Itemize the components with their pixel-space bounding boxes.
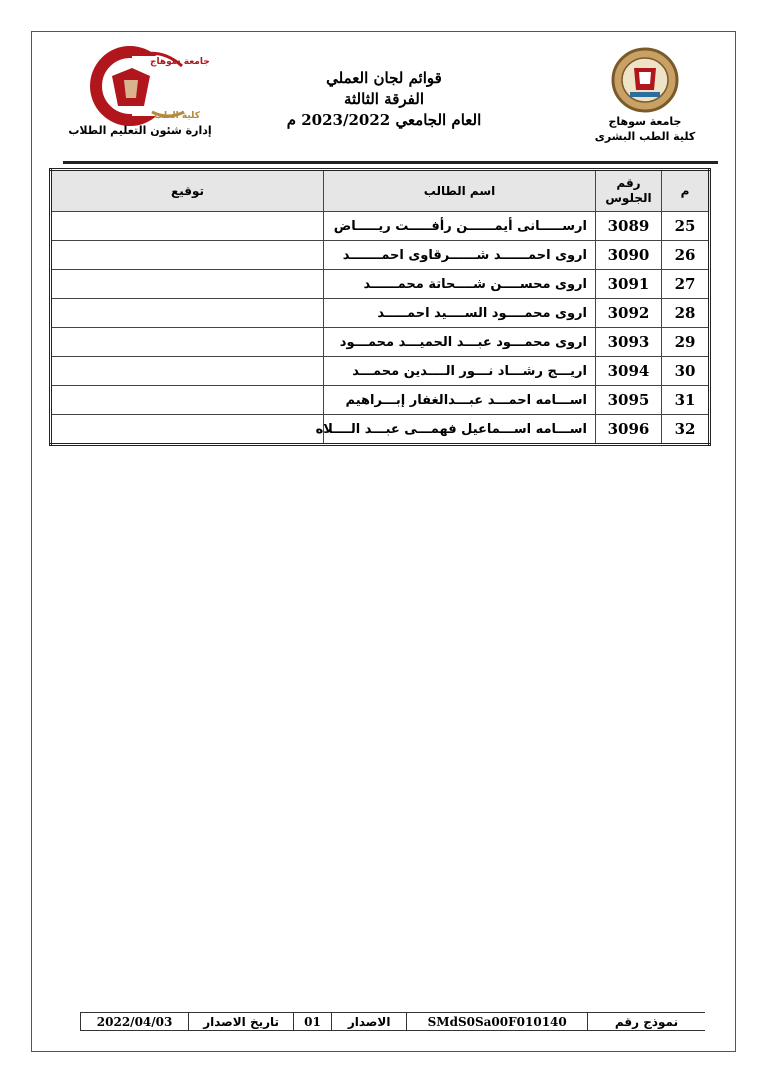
faculty-medicine-logo bbox=[72, 46, 210, 126]
header-seat-number bbox=[596, 170, 662, 212]
university-name: جامعة سوهاج bbox=[608, 115, 682, 128]
student-name: اريـــج رشـــاد نـــور الــــدين محمـــد bbox=[324, 357, 596, 386]
signature-cell bbox=[51, 328, 324, 357]
student-name: ارســـــانى أيمــــــن رأفـــــت ريـــــاض bbox=[324, 212, 596, 241]
form-number-value: SMdS0Sa00F010140 bbox=[407, 1013, 588, 1031]
student-name: اروى محســــن شــــحاتة محمــــــد bbox=[324, 270, 596, 299]
title-line-2: الفرقة الثالثة bbox=[343, 90, 424, 108]
signature-cell bbox=[51, 386, 324, 415]
university-caption bbox=[585, 114, 705, 144]
student-name: اروى احمــــــد شــــــرقاوى احمـــــــد bbox=[324, 241, 596, 270]
table-header-row bbox=[51, 170, 710, 212]
header-seat-line-1: رقم bbox=[616, 176, 641, 190]
row-number: 28 bbox=[662, 299, 710, 328]
issue-label: الاصدار bbox=[331, 1013, 407, 1031]
row-number: 25 bbox=[662, 212, 710, 241]
page-title bbox=[254, 68, 514, 131]
form-footer bbox=[80, 1012, 705, 1031]
row-number: 27 bbox=[662, 270, 710, 299]
row-number: 30 bbox=[662, 357, 710, 386]
seat-number: 3090 bbox=[596, 241, 662, 270]
logo-text-top: جامعة سوهاج bbox=[150, 57, 210, 67]
student-name: اســـامه اســـماعيل فهمـــى عبـــد الــــلاه bbox=[324, 415, 596, 445]
signature-cell bbox=[51, 241, 324, 270]
table-row bbox=[51, 415, 710, 445]
signature-cell bbox=[51, 270, 324, 299]
header-student-name: اسم الطالب bbox=[324, 170, 596, 212]
table-row bbox=[51, 212, 710, 241]
header-divider bbox=[63, 161, 718, 164]
table-row bbox=[51, 270, 710, 299]
seat-number: 3092 bbox=[596, 299, 662, 328]
table-row bbox=[51, 299, 710, 328]
row-number: 32 bbox=[662, 415, 710, 445]
student-affairs-caption: إدارة شئون التعليم الطلاب bbox=[68, 124, 212, 137]
title-line-3: العام الجامعي 2023/2022 م bbox=[286, 111, 482, 129]
row-number: 26 bbox=[662, 241, 710, 270]
form-number-label: نموذج رقم bbox=[587, 1013, 705, 1031]
issue-date-value: 2022/04/03 bbox=[81, 1013, 189, 1031]
seat-number: 3096 bbox=[596, 415, 662, 445]
header-signature: توقيع bbox=[51, 170, 324, 212]
seat-number: 3089 bbox=[596, 212, 662, 241]
title-line-1: قوائم لجان العملي bbox=[326, 69, 442, 87]
header-seat-line-2: الجلوس bbox=[605, 191, 652, 205]
student-roster-table bbox=[49, 168, 711, 446]
seat-number: 3094 bbox=[596, 357, 662, 386]
university-seal-logo bbox=[606, 46, 684, 114]
table-row bbox=[51, 357, 710, 386]
signature-cell bbox=[51, 299, 324, 328]
seat-number: 3091 bbox=[596, 270, 662, 299]
logo-text-bottom: كلية الطب bbox=[154, 111, 200, 121]
student-name: اروى محمـــود عبـــد الحميـــد محمـــود bbox=[324, 328, 596, 357]
row-number: 31 bbox=[662, 386, 710, 415]
header-number: م bbox=[662, 170, 710, 212]
table-row bbox=[51, 386, 710, 415]
seat-number: 3093 bbox=[596, 328, 662, 357]
table-row bbox=[51, 328, 710, 357]
table-row bbox=[51, 241, 710, 270]
student-name: اســـامه احمـــد عبـــدالغفار إبـــراهيم bbox=[324, 386, 596, 415]
seat-number: 3095 bbox=[596, 386, 662, 415]
signature-cell bbox=[51, 212, 324, 241]
faculty-name: كلية الطب البشرى bbox=[594, 130, 696, 143]
signature-cell bbox=[51, 357, 324, 386]
issue-value: 01 bbox=[294, 1013, 332, 1031]
issue-date-label: تاريخ الاصدار bbox=[189, 1013, 294, 1031]
signature-cell bbox=[51, 415, 324, 445]
student-name: اروى محمــــود الســــيد احمـــــد bbox=[324, 299, 596, 328]
row-number: 29 bbox=[662, 328, 710, 357]
